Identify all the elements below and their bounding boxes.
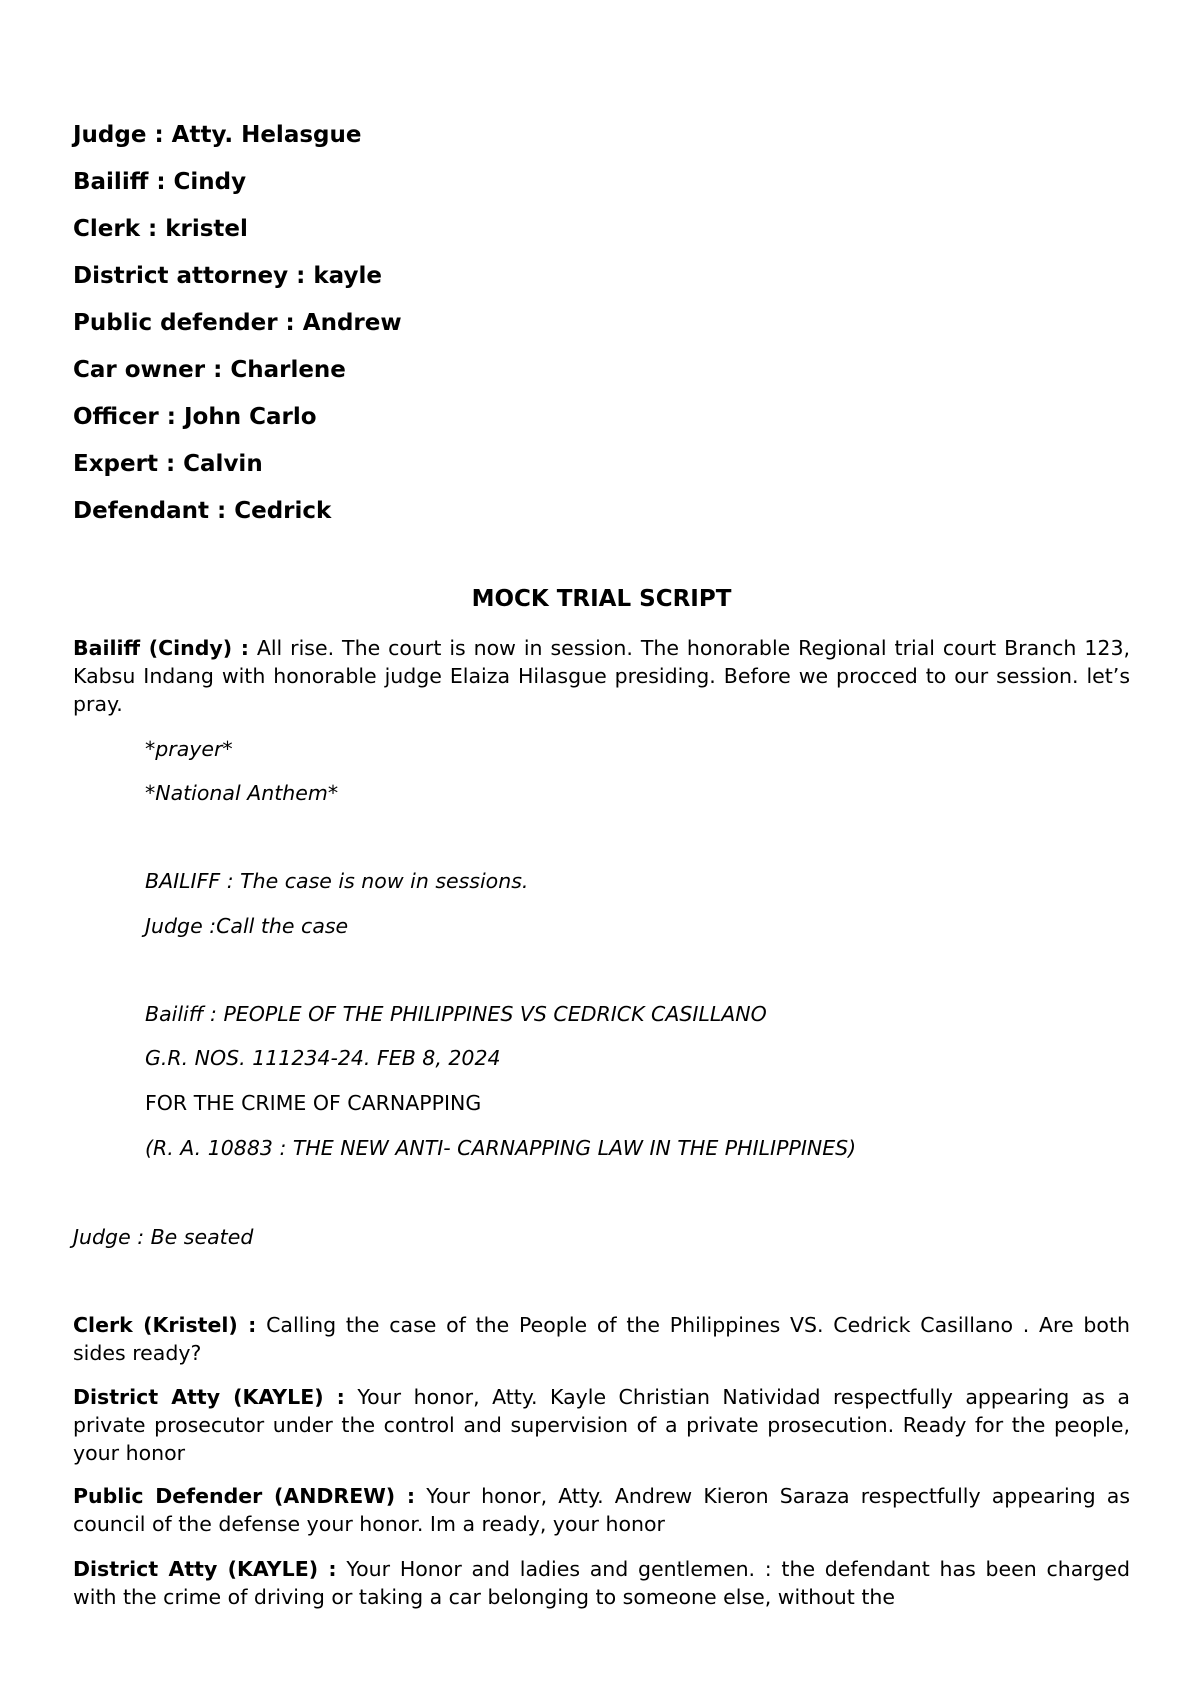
- public-defender-paragraph: [73, 1482, 1130, 1538]
- cast-car-owner: Car owner : Charlene: [73, 357, 346, 383]
- case-number-line: G.R. NOS. 111234-24. FEB 8, 2024: [145, 1046, 501, 1070]
- cast-clerk: Clerk : kristel: [73, 216, 248, 242]
- judge-call-line: Judge :Call the case: [145, 914, 349, 938]
- anthem-direction: *National Anthem*: [145, 781, 339, 805]
- cast-officer: Officer : John Carlo: [73, 404, 317, 430]
- dialogue-text: All rise. The court is now in session. The honorable Regional trial court Branch 123, Kabsu Indang with honorable judge Elaiza Hilasgue presiding. Before we procced to our session. let’s pray.: [73, 636, 1131, 716]
- speaker-label: District Atty (KAYLE) :: [73, 1385, 345, 1409]
- cast-expert: Expert : Calvin: [73, 451, 263, 477]
- cast-district-attorney: District attorney : kayle: [73, 263, 382, 289]
- law-line: (R. A. 10883 : THE NEW ANTI- CARNAPPING LAW IN THE PHILIPPINES): [145, 1136, 857, 1160]
- cast-bailiff: Bailiff : Cindy: [73, 169, 247, 195]
- speaker-label: Bailiff (Cindy) :: [73, 636, 249, 660]
- cast-judge: Judge : Atty. Helasgue: [73, 122, 362, 148]
- dialogue-text: Your honor, Atty. Andrew Kieron Saraza respectfully appearing as council of the defense your honor. Im a ready, your honor: [73, 1484, 1130, 1536]
- cast-list: [73, 112, 402, 535]
- district-atty-paragraph-1: [73, 1383, 1130, 1467]
- dialogue-text: Your honor, Atty. Kayle Christian Natividad respectfully appearing as a private prosecutor under the control and supervision of a private prosecution. Ready for the people, your honor: [73, 1385, 1130, 1465]
- bailiff-case-line: Bailiff : PEOPLE OF THE PHILIPPINES VS CEDRICK CASILLANO: [145, 1002, 767, 1026]
- speaker-label: Clerk (Kristel) :: [73, 1313, 257, 1337]
- script-title: MOCK TRIAL SCRIPT: [471, 586, 732, 612]
- cast-public-defender: Public defender : Andrew: [73, 310, 402, 336]
- crime-line: FOR THE CRIME OF CARNAPPING: [145, 1091, 482, 1115]
- dialogue-text: Your Honor and ladies and gentlemen. : the defendant has been charged with the crime of driving or taking a car belonging to someone else, without the: [73, 1557, 1130, 1609]
- dialogue-text: Calling the case of the People of the Philippines VS. Cedrick Casillano . Are both sides ready?: [73, 1313, 1130, 1365]
- prayer-direction: *prayer*: [145, 737, 233, 761]
- district-atty-paragraph-2: [73, 1555, 1130, 1611]
- cast-defendant: Defendant : Cedrick: [73, 498, 332, 524]
- clerk-paragraph: [73, 1311, 1130, 1367]
- bailiff-session-line: BAILIFF : The case is now in sessions.: [145, 869, 529, 893]
- speaker-label: District Atty (KAYLE) :: [73, 1557, 337, 1581]
- speaker-label: Public Defender (ANDREW) :: [73, 1484, 416, 1508]
- judge-seated-line: Judge : Be seated: [73, 1225, 254, 1249]
- bailiff-opening-paragraph: [73, 634, 1130, 718]
